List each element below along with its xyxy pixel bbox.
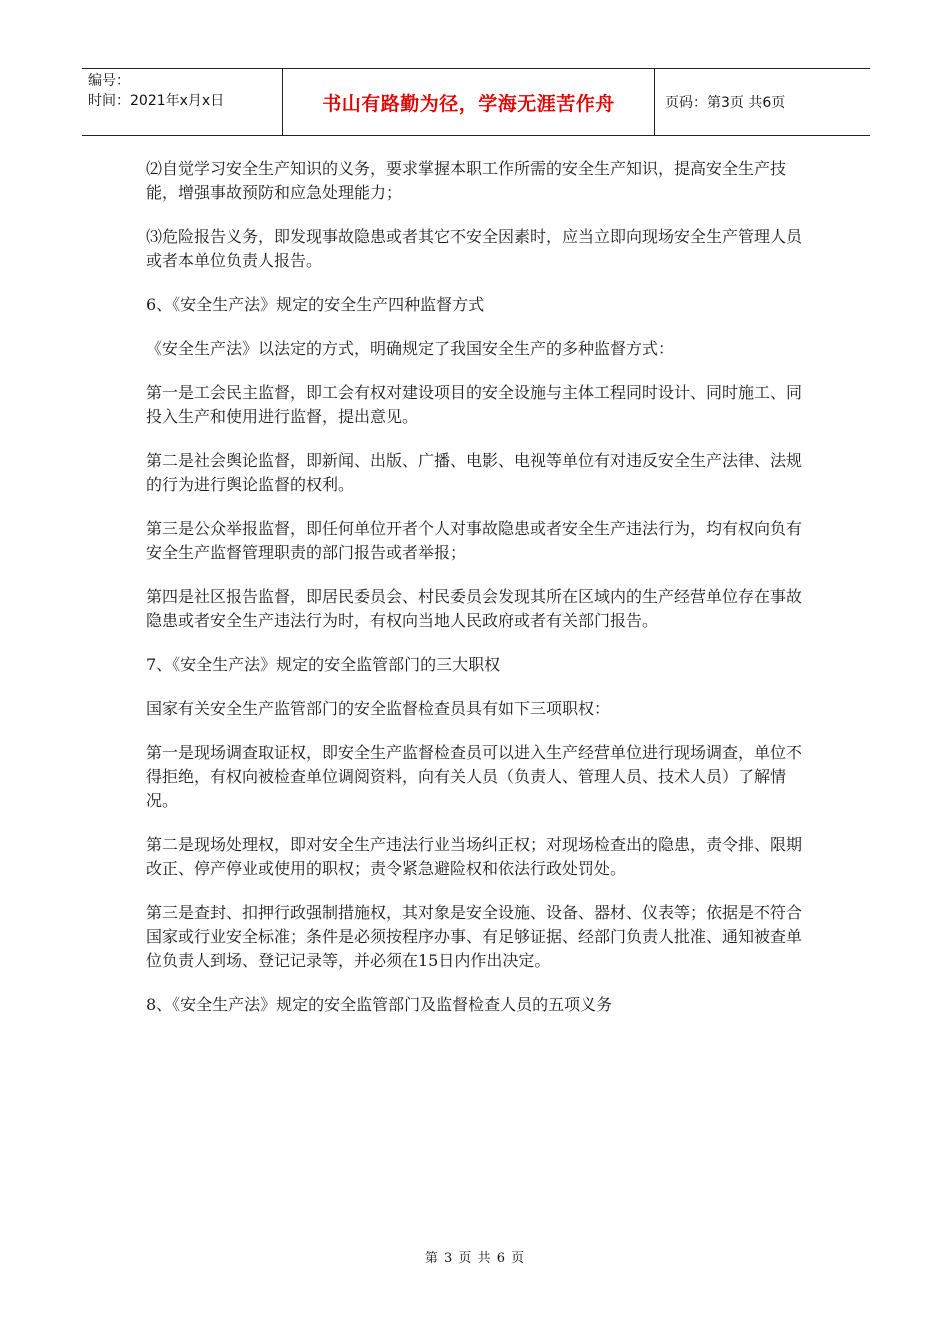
page-header (82, 68, 870, 136)
document-body (146, 157, 808, 1037)
paragraph: 第三是查封、扣押行政强制措施权，其对象是安全设施、设备、器材、仪表等；依据是不符合国家或行业安全标准；条件是必须按程序办事、有足够证据、经部门负责人批准、通知被查单位负责人到场、登记记录等，并必须在15日内作出决定。 (146, 903, 803, 970)
header-page-info: 页码：第3页 共6页 (665, 95, 786, 111)
paragraph: 第二是现场处理权，即对安全生产违法行业当场纠正权；对现场检查出的隐患，责令排、限期改正、停产停业或使用的职权；责令紧急避险权和依法行政处罚处。 (146, 835, 803, 878)
paragraph: 第三是公众举报监督，即任何单位开者个人对事故隐患或者安全生产违法行为，均有权向负有安全生产监督管理职责的部门报告或者举报； (146, 519, 803, 562)
document-time-label: 时间：2021年x月x日 (88, 93, 225, 109)
paragraph: 《安全生产法》以法定的方式，明确规定了我国安全生产的多种监督方式： (146, 339, 675, 358)
section-heading: 6、《安全生产法》规定的安全生产四种监督方式 (146, 295, 485, 314)
paragraph: ⑵自觉学习安全生产知识的义务，要求掌握本职工作所需的安全生产知识，提高安全生产技能，增强事故预防和应急处理能力； (146, 159, 787, 202)
paragraph: 国家有关安全生产监管部门的安全监督检查员具有如下三项职权： (146, 699, 611, 718)
paragraph: 第二是社会舆论监督，即新闻、出版、广播、电影、电视等单位有对违反安全生产法律、法规的行为进行舆论监督的权利。 (146, 451, 803, 494)
header-motto: 书山有路勤为径，学海无涯苦作舟 (282, 69, 655, 135)
paragraph: 第一是现场调查取证权，即安全生产监督检查员可以进入生产经营单位进行现场调查，单位不得拒绝，有权向被检查单位调阅资料，向有关人员（负责人、管理人员、技术人员）了解情况。 (146, 743, 803, 810)
header-meta (82, 69, 282, 135)
document-number-label: 编号： (88, 73, 130, 89)
section-heading: 8、《安全生产法》规定的安全监管部门及监督检查人员的五项义务 (146, 995, 613, 1014)
page-footer: 第 3 页 共 6 页 (424, 1251, 526, 1266)
paragraph: ⑶危险报告义务，即发现事故隐患或者其它不安全因素时，应当立即向现场安全生产管理人员或者本单位负责人报告。 (146, 227, 803, 270)
section-heading: 7、《安全生产法》规定的安全监管部门的三大职权 (146, 655, 501, 674)
paragraph: 第一是工会民主监督，即工会有权对建设项目的安全设施与主体工程同时设计、同时施工、同投入生产和使用进行监督，提出意见。 (146, 383, 803, 426)
paragraph: 第四是社区报告监督，即居民委员会、村民委员会发现其所在区域内的生产经营单位存在事故隐患或者安全生产违法行为时，有权向当地人民政府或者有关部门报告。 (146, 587, 803, 630)
